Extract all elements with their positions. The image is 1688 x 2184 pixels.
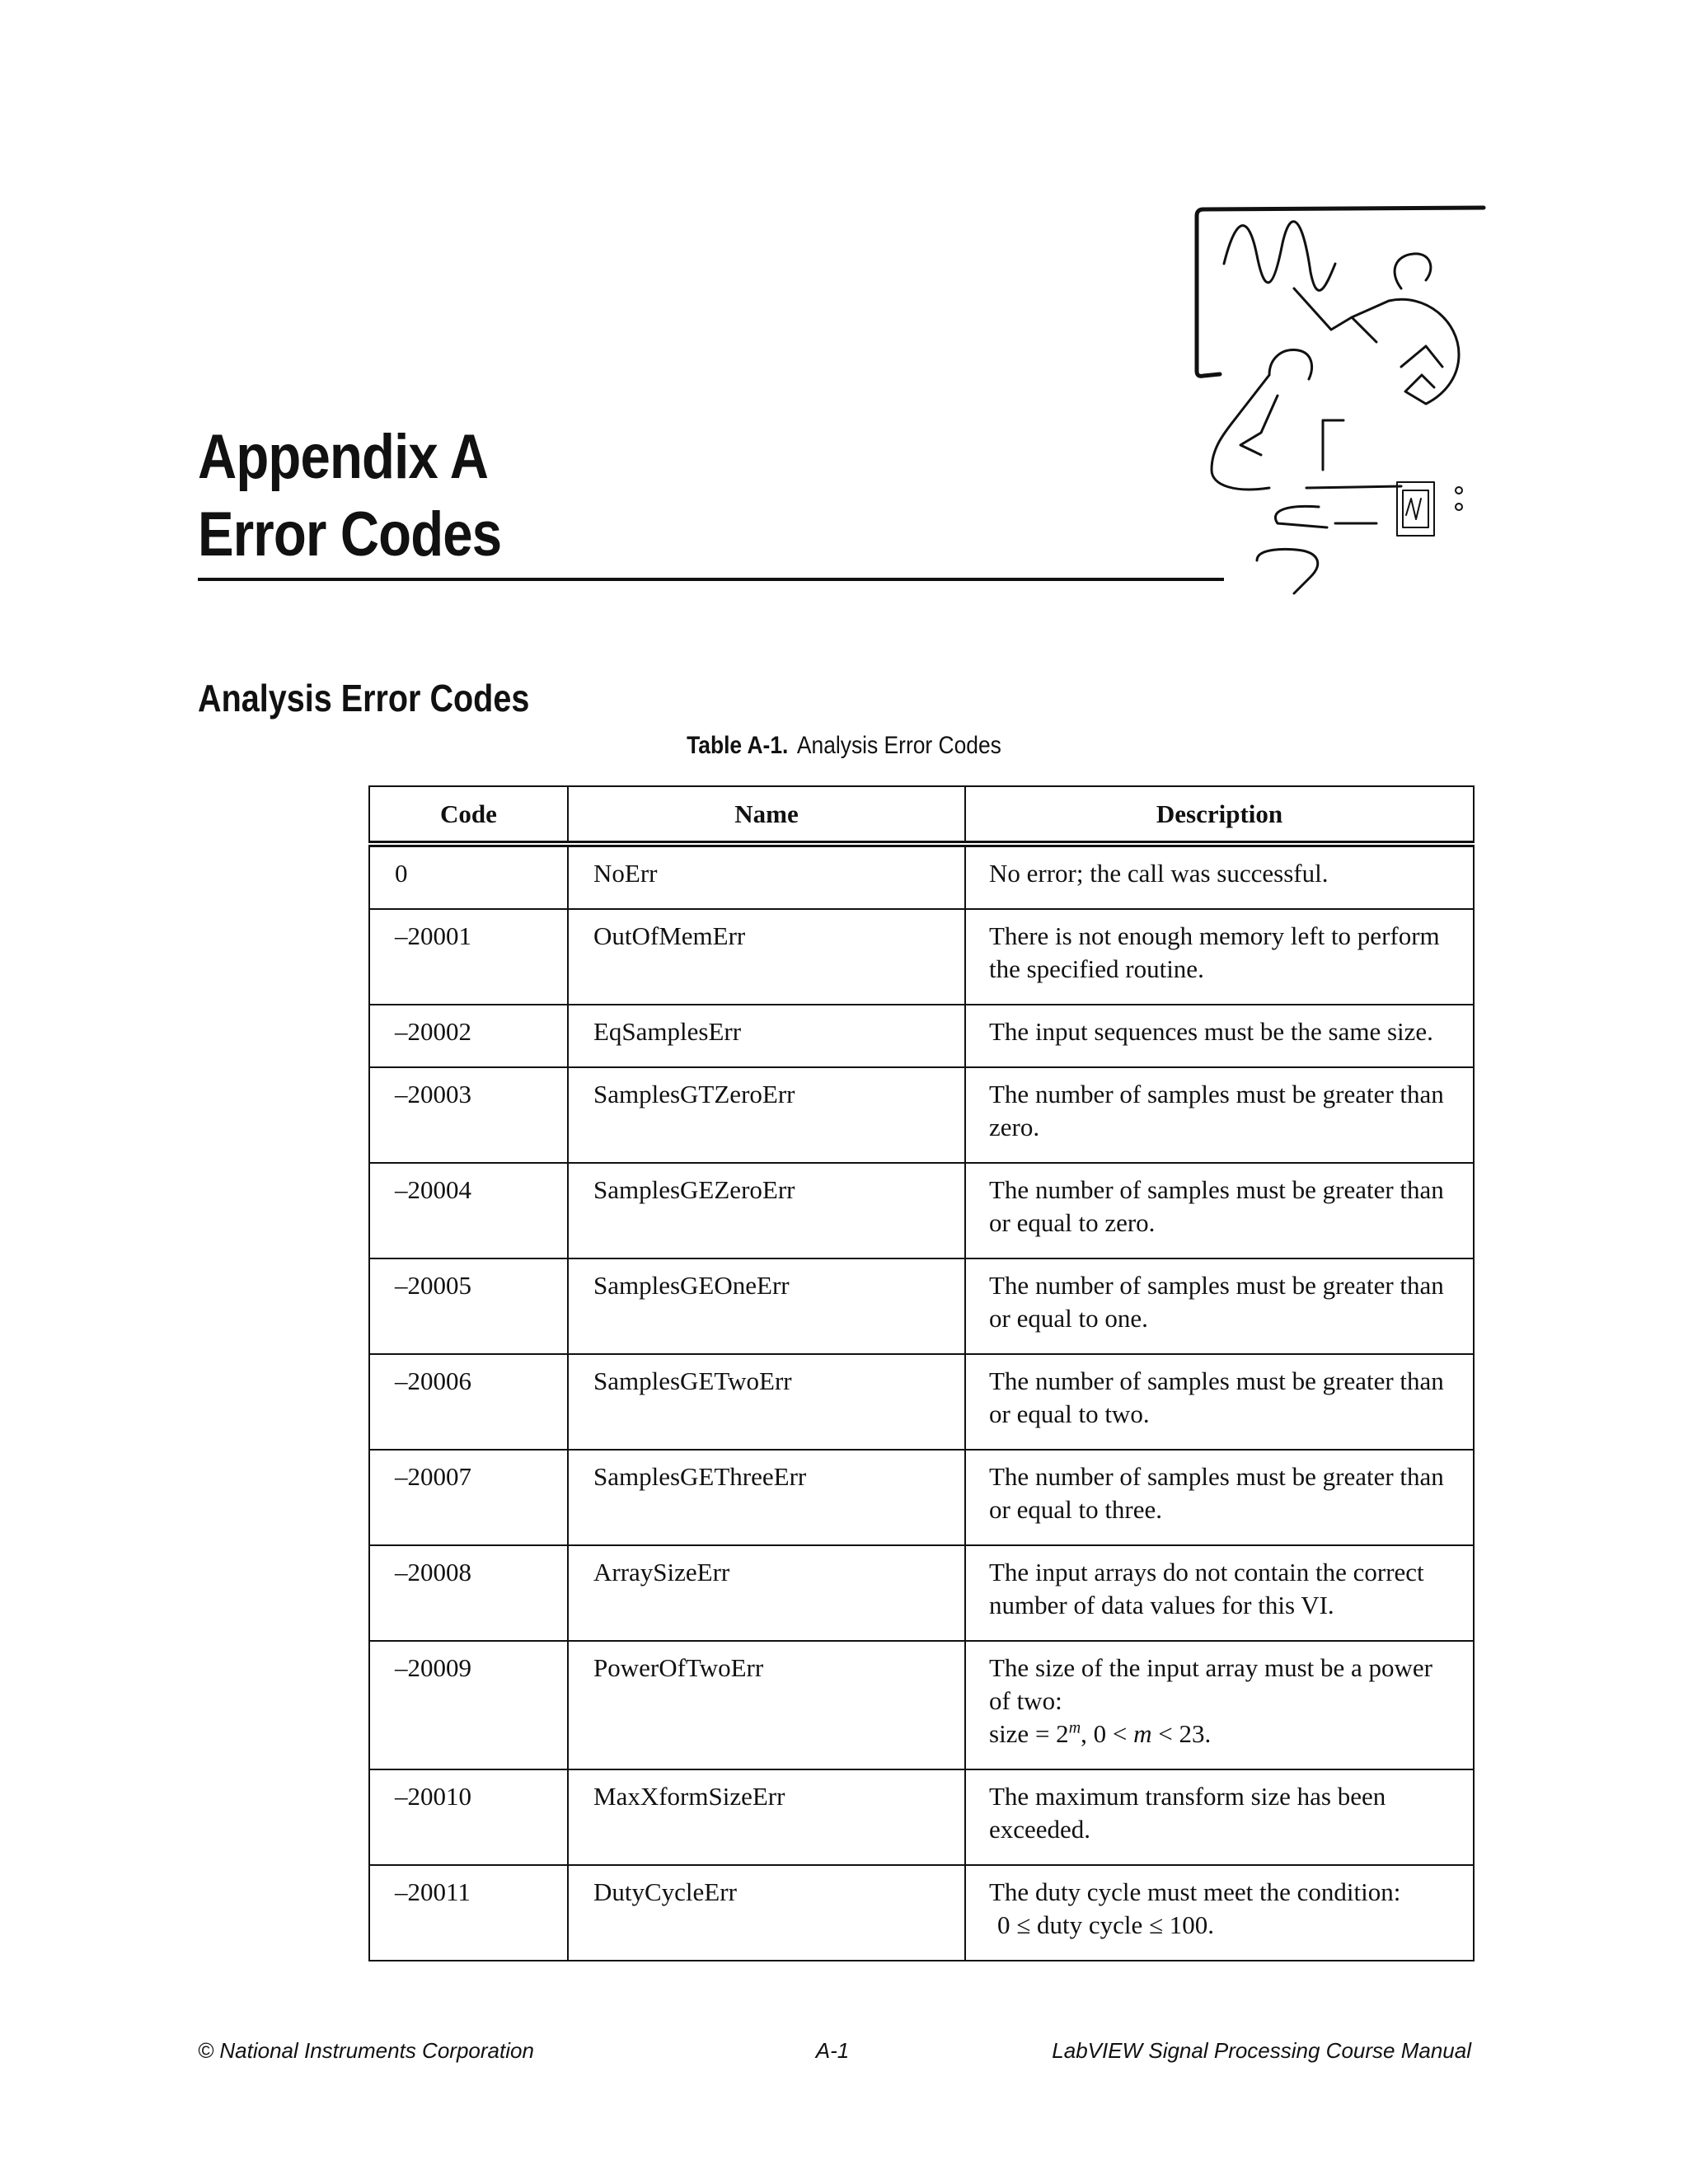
description-cell: The number of samples must be greater than or equal to one. — [965, 1258, 1474, 1354]
table-row — [369, 844, 1474, 909]
description-cell — [965, 1865, 1474, 1961]
name-cell: PowerOfTwoErr — [568, 1641, 965, 1769]
description-cell: The maximum transform size has been exceeded. — [965, 1769, 1474, 1865]
description-cell: The number of samples must be greater than or equal to three. — [965, 1450, 1474, 1545]
table-row — [369, 1545, 1474, 1641]
table-row — [369, 1641, 1474, 1769]
description-text: The duty cycle must meet the condition: — [989, 1877, 1401, 1906]
column-header-code: Code — [369, 786, 568, 844]
table-caption — [101, 732, 1587, 760]
code-cell: –20010 — [369, 1769, 568, 1865]
description-cell — [965, 1641, 1474, 1769]
code-cell: 0 — [369, 844, 568, 909]
name-cell: ArraySizeErr — [568, 1545, 965, 1641]
name-cell: SamplesGETwoErr — [568, 1354, 965, 1450]
description-cell: The number of samples must be greater than zero. — [965, 1067, 1474, 1163]
column-header-name: Name — [568, 786, 965, 844]
table-row — [369, 1865, 1474, 1961]
code-cell: –20008 — [369, 1545, 568, 1641]
instructor-clipart-icon — [1179, 198, 1492, 610]
description-cell: The number of samples must be greater than or equal to zero. — [965, 1163, 1474, 1258]
name-cell: OutOfMemErr — [568, 909, 965, 1005]
code-cell: –20006 — [369, 1354, 568, 1450]
description-cell: No error; the call was successful. — [965, 844, 1474, 909]
caption-text: Analysis Error Codes — [796, 732, 1001, 759]
name-cell: SamplesGEZeroErr — [568, 1163, 965, 1258]
name-cell: MaxXformSizeErr — [568, 1769, 965, 1865]
table-row — [369, 1769, 1474, 1865]
code-cell: –20007 — [369, 1450, 568, 1545]
name-cell: NoErr — [568, 844, 965, 909]
error-codes-table — [368, 785, 1475, 1961]
code-cell: –20001 — [369, 909, 568, 1005]
code-cell: –20005 — [369, 1258, 568, 1354]
name-cell: EqSamplesErr — [568, 1005, 965, 1067]
appendix-title — [198, 419, 551, 574]
caption-label: Table A-1. — [687, 732, 789, 759]
code-cell: –20002 — [369, 1005, 568, 1067]
description-cell: The input sequences must be the same size. — [965, 1005, 1474, 1067]
table-row — [369, 1450, 1474, 1545]
table-row — [369, 1354, 1474, 1450]
size-formula: size = $2^m$, 0 < m < 23. — [989, 1718, 1212, 1748]
code-cell: –20009 — [369, 1641, 568, 1769]
description-text: The size of the input array must be a power of two: — [989, 1653, 1433, 1715]
footer-copyright: © National Instruments Corporation — [198, 2038, 534, 2063]
table-row — [369, 1067, 1474, 1163]
name-cell: SamplesGEOneErr — [568, 1258, 965, 1354]
code-cell: –20004 — [369, 1163, 568, 1258]
table-row — [369, 1258, 1474, 1354]
table-row — [369, 1005, 1474, 1067]
description-cell: The input arrays do not contain the correct number of data values for this VI. — [965, 1545, 1474, 1641]
footer-manual-title: LabVIEW Signal Processing Course Manual — [1052, 2038, 1471, 2063]
duty-cycle-condition: 0 ≤ duty cycle ≤ 100. — [997, 1910, 1215, 1939]
table-header-row — [369, 786, 1474, 844]
section-heading: Analysis Error Codes — [198, 677, 530, 719]
title-line-2: Error Codes — [198, 499, 502, 569]
footer-page-number: A-1 — [815, 2038, 850, 2063]
name-cell: DutyCycleErr — [568, 1865, 965, 1961]
column-header-description: Description — [965, 786, 1474, 844]
table-row — [369, 1163, 1474, 1258]
title-rule — [198, 578, 1224, 581]
description-cell: The number of samples must be greater than or equal to two. — [965, 1354, 1474, 1450]
description-cell: There is not enough memory left to perform the specified routine. — [965, 909, 1474, 1005]
code-cell: –20003 — [369, 1067, 568, 1163]
code-cell: –20011 — [369, 1865, 568, 1961]
title-line-1: Appendix A — [198, 422, 489, 492]
table-row — [369, 909, 1474, 1005]
name-cell: SamplesGEThreeErr — [568, 1450, 965, 1545]
name-cell: SamplesGTZeroErr — [568, 1067, 965, 1163]
